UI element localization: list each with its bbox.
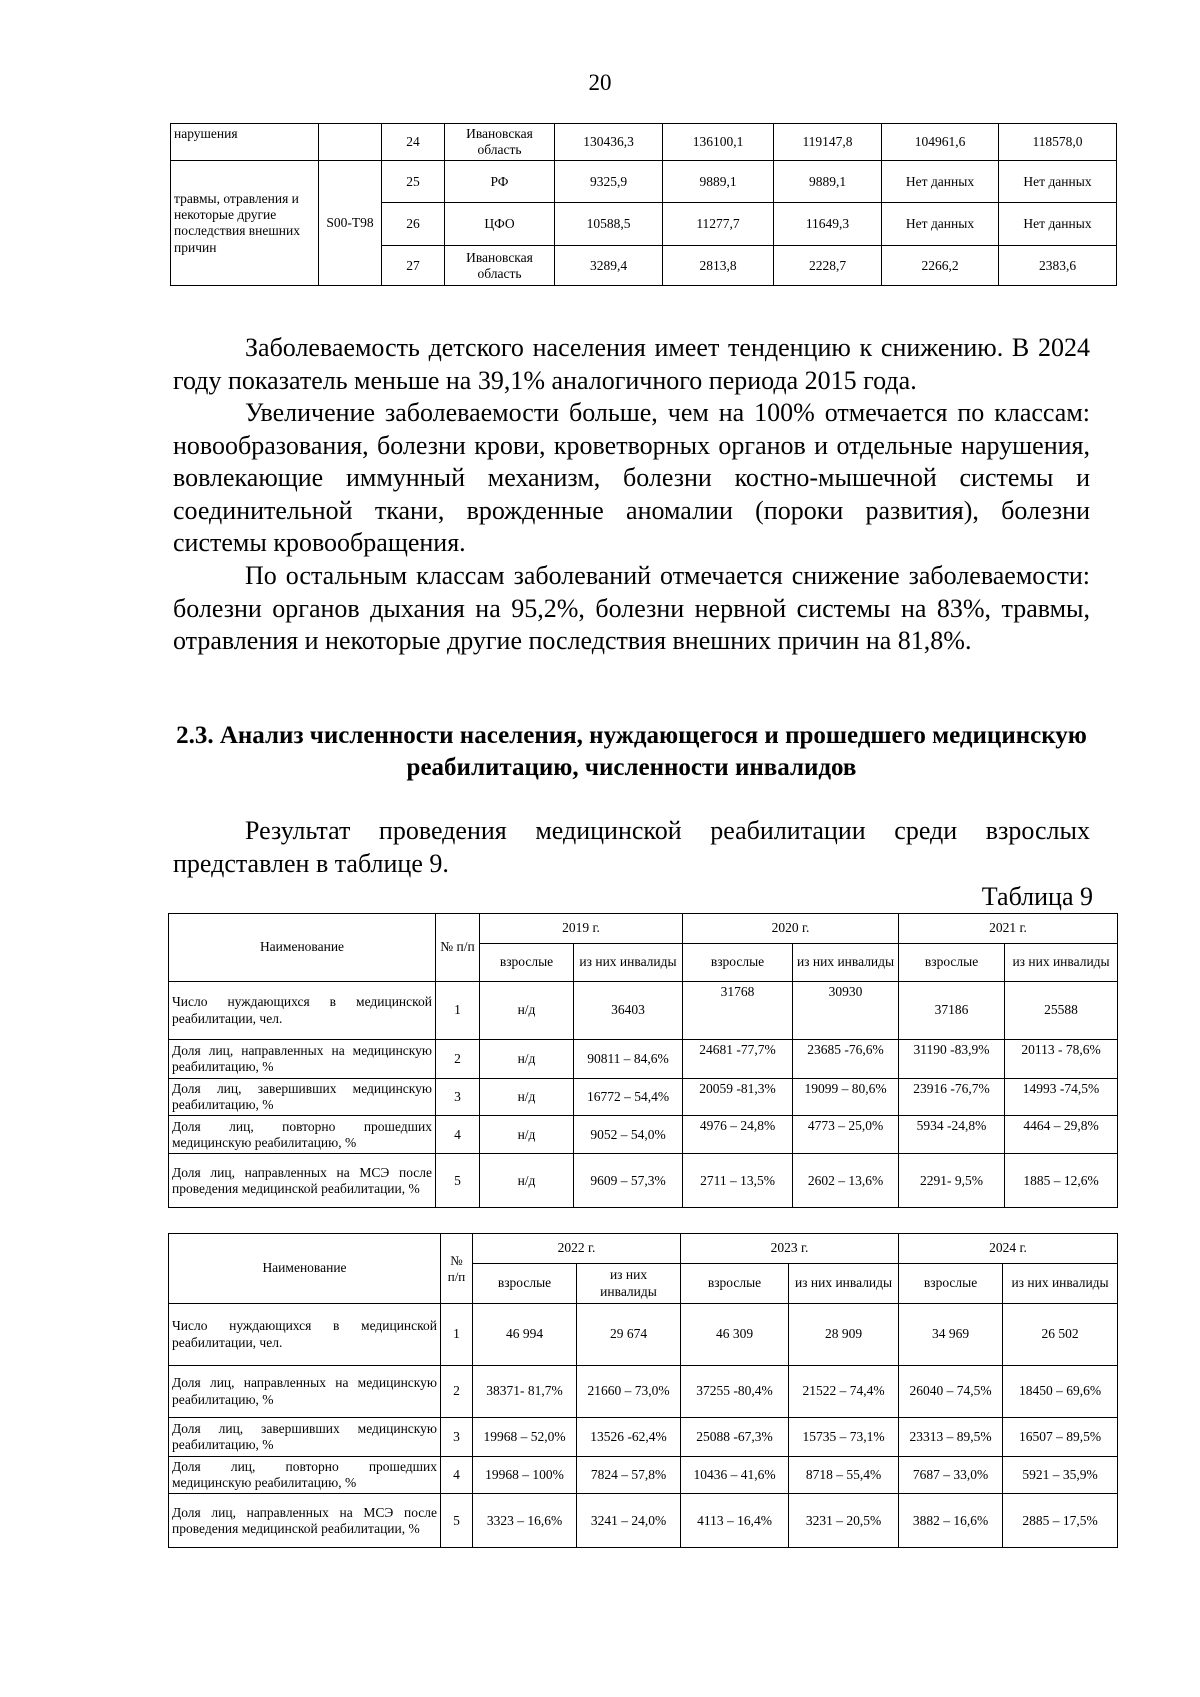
table-caption: Таблица 9 bbox=[981, 882, 1093, 911]
header-name: Наименование bbox=[169, 1234, 441, 1304]
section-heading: 2.3. Анализ численности населения, нуждающегося и прошедшего медицинскую реабилитацию, численности инвалидов bbox=[176, 722, 1087, 781]
disease-class-cell: травмы, отравления и некоторые другие последствия внешних причин bbox=[171, 161, 319, 286]
value-cell: 21522 – 74,4% bbox=[789, 1366, 899, 1418]
row-name: Доля лиц, направленных на МСЭ после проведения медицинской реабилитации, % bbox=[169, 1154, 436, 1208]
subheader-disabled: из них инвалиды bbox=[1003, 1264, 1118, 1304]
paragraph-intro-table9: Результат проведения медицинской реабилитации среди взрослых представлен в таблице 9. bbox=[173, 816, 1090, 878]
row-number: 1 bbox=[436, 982, 480, 1040]
rehabilitation-table-2019-2021 bbox=[168, 913, 1118, 1208]
header-name: Наименование bbox=[169, 914, 436, 982]
value-cell: 11277,7 bbox=[663, 203, 774, 246]
value-cell: 2885 – 17,5% bbox=[1003, 1494, 1118, 1548]
row-number: 2 bbox=[441, 1366, 473, 1418]
value-cell: 4464 – 29,8% bbox=[1005, 1116, 1118, 1154]
header-year: 2023 г. bbox=[681, 1234, 899, 1264]
row-name: Доля лиц, направленных на медицинскую реабилитацию, % bbox=[169, 1366, 441, 1418]
value-cell: 2228,7 bbox=[774, 246, 882, 286]
row-name: Доля лиц, повторно прошедших медицинскую реабилитацию, % bbox=[169, 1116, 436, 1154]
row-name: Доля лиц, повторно прошедших медицинскую реабилитацию, % bbox=[169, 1457, 441, 1494]
disease-class-cell: нарушения bbox=[171, 124, 319, 161]
header-year: 2024 г. bbox=[899, 1234, 1118, 1264]
value-cell: 25088 -67,3% bbox=[681, 1418, 789, 1457]
value-cell: 3323 – 16,6% bbox=[473, 1494, 577, 1548]
table-row bbox=[169, 1154, 1118, 1208]
subheader-disabled: из них инвалиды bbox=[577, 1264, 681, 1304]
value-cell: 14993 -74,5% bbox=[1005, 1079, 1118, 1116]
table-row bbox=[169, 1079, 1118, 1116]
value-cell: 16772 – 54,4% bbox=[574, 1079, 683, 1116]
value-cell: 37255 -80,4% bbox=[681, 1366, 789, 1418]
header-number: № п/п bbox=[441, 1234, 473, 1304]
value-cell: 3882 – 16,6% bbox=[899, 1494, 1003, 1548]
table-row bbox=[169, 1366, 1118, 1418]
value-cell: 136100,1 bbox=[663, 124, 774, 161]
value-cell: н/д bbox=[480, 1154, 574, 1208]
value-cell: 2813,8 bbox=[663, 246, 774, 286]
value-cell: 24681 -77,7% bbox=[683, 1040, 793, 1079]
code-cell: S00-T98 bbox=[319, 161, 382, 286]
value-cell: 90811 – 84,6% bbox=[574, 1040, 683, 1079]
table-row bbox=[171, 161, 1117, 203]
row-number-cell: 24 bbox=[382, 124, 445, 161]
table-row bbox=[169, 1418, 1118, 1457]
value-cell: 10436 – 41,6% bbox=[681, 1457, 789, 1494]
region-cell: ЦФО bbox=[445, 203, 555, 246]
value-cell: 25588 bbox=[1005, 982, 1118, 1040]
value-cell: 119147,8 bbox=[774, 124, 882, 161]
value-cell: 36403 bbox=[574, 982, 683, 1040]
subheader-adults: взрослые bbox=[899, 944, 1005, 982]
value-cell: 19099 – 80,6% bbox=[793, 1079, 899, 1116]
row-number: 3 bbox=[436, 1079, 480, 1116]
value-cell: 30930 bbox=[793, 982, 899, 1040]
value-cell: 2602 – 13,6% bbox=[793, 1154, 899, 1208]
subheader-adults: взрослые bbox=[683, 944, 793, 982]
value-cell: 23313 – 89,5% bbox=[899, 1418, 1003, 1457]
table-row bbox=[169, 1494, 1118, 1548]
value-cell: 28 909 bbox=[789, 1304, 899, 1366]
row-name: Число нуждающихся в медицинской реабилитации, чел. bbox=[169, 1304, 441, 1366]
value-cell: 19968 – 52,0% bbox=[473, 1418, 577, 1457]
row-name: Доля лиц, завершивших медицинскую реабилитацию, % bbox=[169, 1418, 441, 1457]
subheader-disabled: из них инвалиды bbox=[793, 944, 899, 982]
value-cell: 4976 – 24,8% bbox=[683, 1116, 793, 1154]
value-cell: 3289,4 bbox=[555, 246, 663, 286]
paragraph-morbidity-trend: Заболеваемость детского населения имеет тенденцию к снижению. В 2024 году показатель меньше на 39,1% аналогичного периода 2015 года. bbox=[173, 333, 1090, 395]
value-cell: 46 994 bbox=[473, 1304, 577, 1366]
disease-continuation-table bbox=[170, 123, 1117, 286]
table-row bbox=[169, 1457, 1118, 1494]
row-number: 4 bbox=[436, 1116, 480, 1154]
value-cell: 10588,5 bbox=[555, 203, 663, 246]
rehabilitation-table-2022-2024 bbox=[168, 1233, 1118, 1548]
subheader-adults: взрослые bbox=[473, 1264, 577, 1304]
value-cell: 46 309 bbox=[681, 1304, 789, 1366]
value-cell: Нет данных bbox=[999, 161, 1117, 203]
value-cell: 26040 – 74,5% bbox=[899, 1366, 1003, 1418]
value-cell: 21660 – 73,0% bbox=[577, 1366, 681, 1418]
value-cell: 20113 - 78,6% bbox=[1005, 1040, 1118, 1079]
subheader-adults: взрослые bbox=[899, 1264, 1003, 1304]
value-cell: 3231 – 20,5% bbox=[789, 1494, 899, 1548]
value-cell: 18450 – 69,6% bbox=[1003, 1366, 1118, 1418]
value-cell: 130436,3 bbox=[555, 124, 663, 161]
header-year: 2019 г. bbox=[480, 914, 683, 944]
row-name: Число нуждающихся в медицинской реабилитации, чел. bbox=[169, 982, 436, 1040]
value-cell: 16507 – 89,5% bbox=[1003, 1418, 1118, 1457]
table-header-row bbox=[169, 914, 1118, 944]
value-cell: 5934 -24,8% bbox=[899, 1116, 1005, 1154]
row-number-cell: 27 bbox=[382, 246, 445, 286]
row-number-cell: 26 bbox=[382, 203, 445, 246]
subheader-adults: взрослые bbox=[681, 1264, 789, 1304]
value-cell: 13526 -62,4% bbox=[577, 1418, 681, 1457]
value-cell: 9609 – 57,3% bbox=[574, 1154, 683, 1208]
value-cell: 11649,3 bbox=[774, 203, 882, 246]
header-number: № п/п bbox=[436, 914, 480, 982]
row-number: 1 bbox=[441, 1304, 473, 1366]
subheader-disabled: из них инвалиды bbox=[574, 944, 683, 982]
subheader-adults: взрослые bbox=[480, 944, 574, 982]
row-number: 5 bbox=[436, 1154, 480, 1208]
value-cell: 3241 – 24,0% bbox=[577, 1494, 681, 1548]
row-number: 4 bbox=[441, 1457, 473, 1494]
value-cell: 9889,1 bbox=[663, 161, 774, 203]
row-name: Доля лиц, направленных на медицинскую реабилитацию, % bbox=[169, 1040, 436, 1079]
code-cell bbox=[319, 124, 382, 161]
value-cell: 23916 -76,7% bbox=[899, 1079, 1005, 1116]
row-number: 3 bbox=[441, 1418, 473, 1457]
region-cell: РФ bbox=[445, 161, 555, 203]
header-year: 2022 г. bbox=[473, 1234, 681, 1264]
value-cell: 19968 – 100% bbox=[473, 1457, 577, 1494]
page-number: 20 bbox=[588, 70, 612, 95]
value-cell: 9325,9 bbox=[555, 161, 663, 203]
value-cell: 2711 – 13,5% bbox=[683, 1154, 793, 1208]
value-cell: 23685 -76,6% bbox=[793, 1040, 899, 1079]
header-year: 2021 г. bbox=[899, 914, 1118, 944]
row-number-cell: 25 bbox=[382, 161, 445, 203]
value-cell: 2291- 9,5% bbox=[899, 1154, 1005, 1208]
value-cell: н/д bbox=[480, 1079, 574, 1116]
subheader-disabled: из них инвалиды bbox=[1005, 944, 1118, 982]
row-name: Доля лиц, направленных на МСЭ после проведения медицинской реабилитации, % bbox=[169, 1494, 441, 1548]
value-cell: 5921 – 35,9% bbox=[1003, 1457, 1118, 1494]
value-cell: 20059 -81,3% bbox=[683, 1079, 793, 1116]
value-cell: 31190 -83,9% bbox=[899, 1040, 1005, 1079]
table-row bbox=[169, 1304, 1118, 1366]
region-cell: Ивановская область bbox=[445, 124, 555, 161]
row-number: 5 bbox=[441, 1494, 473, 1548]
table-row bbox=[169, 1040, 1118, 1079]
value-cell: 118578,0 bbox=[999, 124, 1117, 161]
header-year: 2020 г. bbox=[683, 914, 899, 944]
region-cell: Ивановская область bbox=[445, 246, 555, 286]
value-cell: Нет данных bbox=[882, 203, 999, 246]
value-cell: 7824 – 57,8% bbox=[577, 1457, 681, 1494]
value-cell: 29 674 bbox=[577, 1304, 681, 1366]
paragraph-increase: Увеличение заболеваемости больше, чем на 100% отмечается по классам: новообразования, болезни крови, кроветворных органов и отдельные нарушения, вовлекающие иммунный механизм, болезни костно-мышечной системы и соединительной ткани, врожденные аномалии (пороки развития), болезни системы кровообращения. bbox=[173, 398, 1090, 557]
value-cell: 4113 – 16,4% bbox=[681, 1494, 789, 1548]
row-name: Доля лиц, завершивших медицинскую реабилитацию, % bbox=[169, 1079, 436, 1116]
paragraph-decrease: По остальным классам заболеваний отмечается снижение заболеваемости: болезни органов дыхания на 95,2%, болезни нервной системы на 83%, травмы, отравления и некоторые другие последствия внешних причин на 81,8%. bbox=[173, 561, 1090, 655]
table-row bbox=[171, 124, 1117, 161]
table-header-row bbox=[169, 1234, 1118, 1264]
value-cell: н/д bbox=[480, 1116, 574, 1154]
value-cell: н/д bbox=[480, 1040, 574, 1079]
value-cell: н/д bbox=[480, 982, 574, 1040]
subheader-disabled: из них инвалиды bbox=[789, 1264, 899, 1304]
value-cell: Нет данных bbox=[882, 161, 999, 203]
value-cell: 104961,6 bbox=[882, 124, 999, 161]
value-cell: 37186 bbox=[899, 982, 1005, 1040]
value-cell: 26 502 bbox=[1003, 1304, 1118, 1366]
value-cell: 2266,2 bbox=[882, 246, 999, 286]
value-cell: 4773 – 25,0% bbox=[793, 1116, 899, 1154]
value-cell: 38371- 81,7% bbox=[473, 1366, 577, 1418]
value-cell: 8718 – 55,4% bbox=[789, 1457, 899, 1494]
value-cell: 9889,1 bbox=[774, 161, 882, 203]
row-number: 2 bbox=[436, 1040, 480, 1079]
value-cell: 15735 – 73,1% bbox=[789, 1418, 899, 1457]
value-cell: Нет данных bbox=[999, 203, 1117, 246]
value-cell: 7687 – 33,0% bbox=[899, 1457, 1003, 1494]
table-row bbox=[169, 982, 1118, 1040]
table-row bbox=[169, 1116, 1118, 1154]
value-cell: 2383,6 bbox=[999, 246, 1117, 286]
value-cell: 1885 – 12,6% bbox=[1005, 1154, 1118, 1208]
value-cell: 34 969 bbox=[899, 1304, 1003, 1366]
value-cell: 31768 bbox=[683, 982, 793, 1040]
value-cell: 9052 – 54,0% bbox=[574, 1116, 683, 1154]
